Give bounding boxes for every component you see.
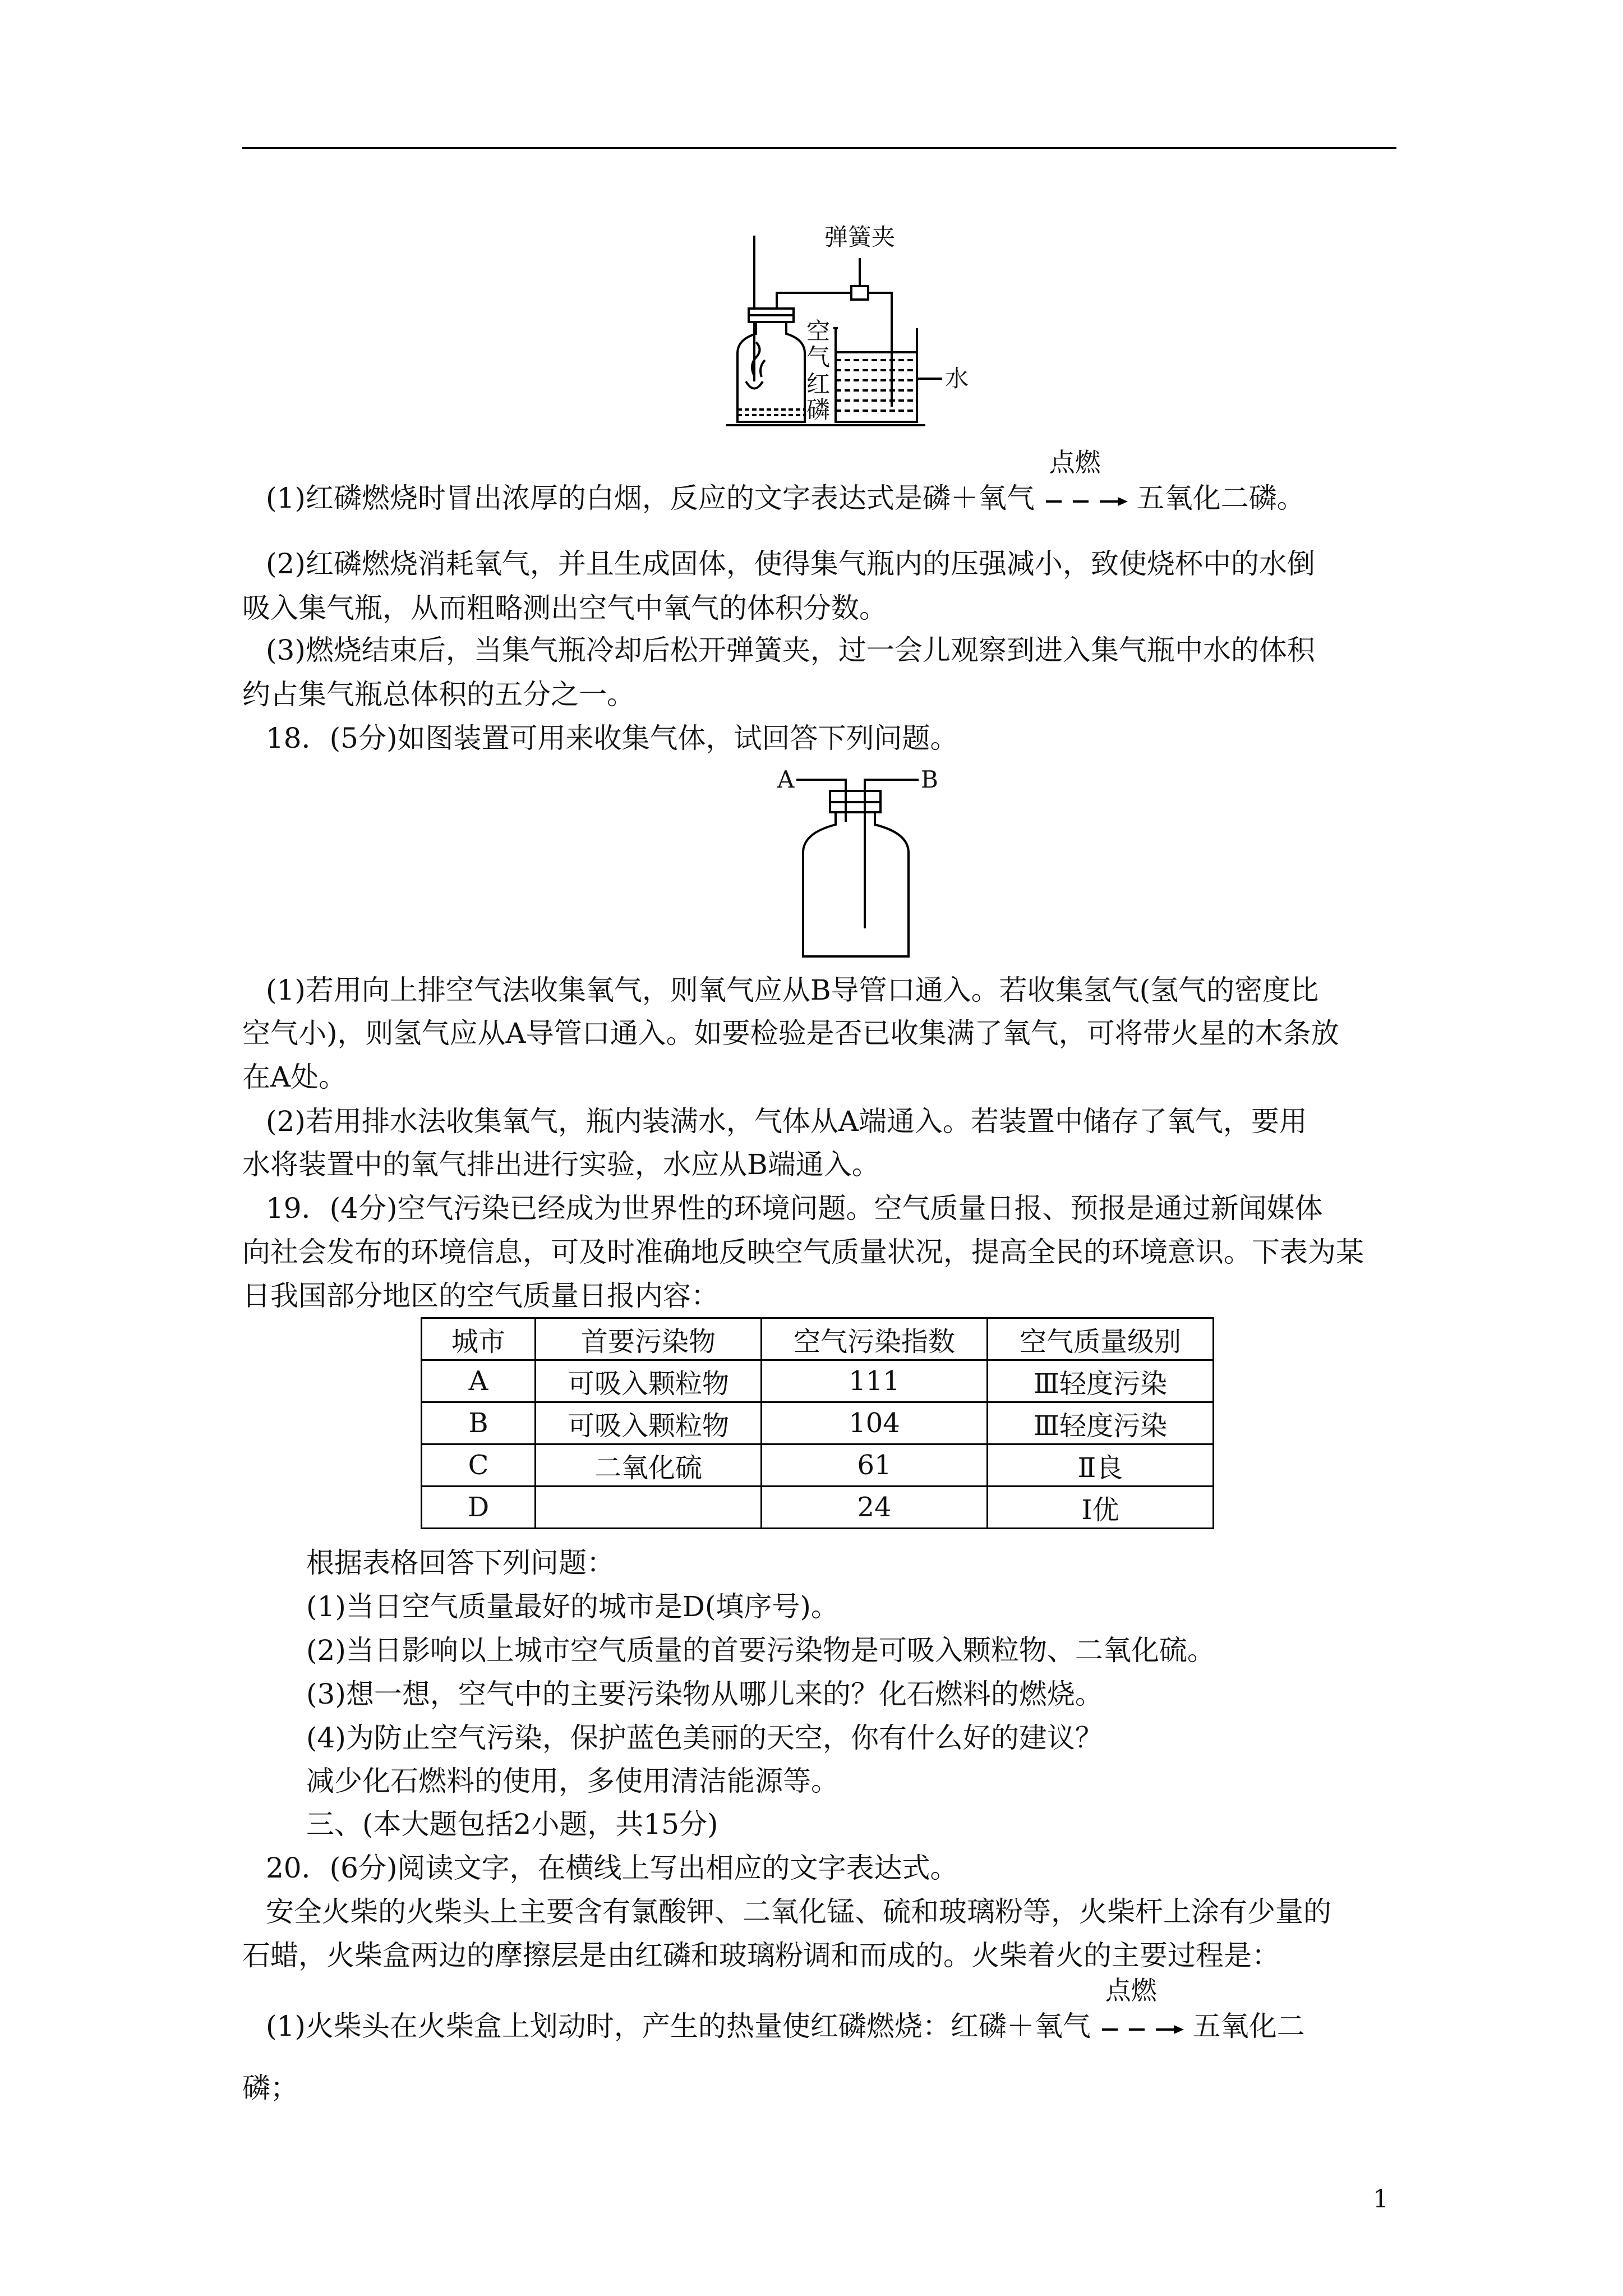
reaction-condition: 点燃 [1105,1975,1157,2005]
table-header-row [422,1318,1214,1360]
table-cell: Ⅲ轻度污染 [988,1402,1214,1444]
q18-answer-1-line3: 在A处。 [242,1061,347,1093]
q17-answer-1-before: (1)红磷燃烧时冒出浓厚的白烟，反应的文字表达式是磷＋氧气 [266,482,1035,514]
label-air: 空气 [806,318,831,371]
q19-answer-2: (2)当日影响以上城市空气质量的首要污染物是可吸入颗粒物、二氧化硫。 [306,1634,1215,1667]
label-port-a: A [777,766,795,793]
table-header: 空气质量级别 [988,1318,1214,1360]
q17-answer-3-line2: 约占集气瓶总体积的五分之一。 [242,678,635,711]
q19-answer-4-response: 减少化石燃料的使用，多使用清洁能源等。 [306,1765,839,1797]
q20-stem: 20．(6分)阅读文字，在横线上写出相应的文字表达式。 [266,1852,958,1884]
q19-answer-3: (3)想一想，空气中的主要污染物从哪儿来的？化石燃料的燃烧。 [306,1678,1103,1710]
q18-stem: 18．(5分)如图装置可用来收集气体，试回答下列问题。 [266,722,958,754]
table-cell: 61 [762,1444,988,1487]
table-cell: 24 [762,1487,988,1529]
q19-after-table: 根据表格回答下列问题： [306,1547,615,1579]
q20-answer-1-after: 五氧化二 [1192,2010,1305,2042]
table-cell: 二氧化硫 [536,1444,762,1487]
table-header: 首要污染物 [536,1318,762,1360]
q18-answer-1-line1: (1)若用向上排空气法收集氧气，则氧气应从B导管口通入。若收集氢气(氢气的密度比 [266,974,1319,1006]
q17-answer-3-line1: (3)燃烧结束后，当集气瓶冷却后松开弹簧夹，过一会儿观察到进入集气瓶中水的体积 [266,634,1315,666]
q18-answer-2-line1: (2)若用排水法收集氧气，瓶内装满水，气体从A端通入。若装置中储存了氧气，要用 [266,1105,1307,1138]
table-cell [536,1487,762,1529]
page-number: 1 [1373,2185,1389,2214]
table-row [422,1360,1214,1402]
label-clip: 弹簧夹 [824,223,896,251]
q17-answer-1 [266,447,1305,516]
table-cell: D [422,1487,536,1529]
header-rule [242,147,1396,149]
table-header: 城市 [422,1318,536,1360]
table-cell: Ⅱ良 [988,1444,1214,1487]
reaction-condition: 点燃 [1049,447,1101,477]
q20-para-line2: 石蜡，火柴盒两边的摩擦层是由红磷和玻璃粉调和而成的。火柴着火的主要过程是： [242,1939,1280,1972]
q20-para-line1: 安全火柴的火柴头上主要含有氯酸钾、二氧化锰、硫和玻璃粉等，火柴杆上涂有少量的 [266,1895,1331,1928]
q18-answer-2-line2: 水将装置中的氧气排出进行实验，水应从B端通入。 [242,1148,880,1181]
label-port-b: B [921,766,938,793]
table-row [422,1487,1214,1529]
table-cell: 可吸入颗粒物 [536,1402,762,1444]
gas-bottle-drawing [774,760,942,962]
table-cell: C [422,1444,536,1487]
q18-answer-1-line2: 空气小)，则氢气应从A导管口通入。如要检验是否已收集满了氧气，可将带火星的木条放 [242,1017,1339,1050]
air-quality-table [421,1317,1214,1529]
q19-stem-line1: 19．(4分)空气污染已经成为世界性的环境问题。空气质量日报、预报是通过新闻媒体 [266,1192,1323,1225]
table-cell: 111 [762,1360,988,1402]
table-row [422,1402,1214,1444]
table-cell: 可吸入颗粒物 [536,1360,762,1402]
label-red-phosphorus: 红磷 [806,370,831,424]
q20-answer-1-line2: 磷； [242,2072,298,2104]
q19-answer-4: (4)为防止空气污染，保护蓝色美丽的天空，你有什么好的建议？ [306,1722,1103,1754]
figure-phosphorus-apparatus [723,213,981,432]
label-water: 水 [945,365,969,392]
q20-answer-1 [266,1975,1305,2044]
reaction-arrow [1100,1975,1184,2040]
reaction-arrow [1044,447,1128,512]
table-cell: B [422,1402,536,1444]
table-header: 空气污染指数 [762,1318,988,1360]
table-cell: 104 [762,1402,988,1444]
q19-stem-line3: 日我国部分地区的空气质量日报内容： [242,1280,719,1312]
q17-answer-2-line2: 吸入集气瓶，从而粗略测出空气中氧气的体积分数。 [242,592,887,624]
table-cell: Ⅰ优 [988,1487,1214,1529]
table-row [422,1444,1214,1487]
section-3-heading: 三、(本大题包括2小题，共15分) [306,1808,718,1841]
figure-gas-bottle [774,760,942,962]
table-cell: A [422,1360,536,1402]
q20-answer-1-before: (1)火柴头在火柴盒上划动时，产生的热量使红磷燃烧：红磷＋氧气 [266,2010,1091,2042]
q19-answer-1: (1)当日空气质量最好的城市是D(填序号)。 [306,1590,839,1623]
q19-stem-line2: 向社会发布的环境信息，可及时准确地反映空气质量状况，提高全民的环境意识。下表为某 [242,1236,1364,1268]
table-cell: Ⅲ轻度污染 [988,1360,1214,1402]
q17-answer-2-line1: (2)红磷燃烧消耗氧气，并且生成固体，使得集气瓶内的压强减小，致使烧杯中的水倒 [266,547,1315,580]
q17-answer-1-after: 五氧化二磷。 [1136,482,1305,514]
